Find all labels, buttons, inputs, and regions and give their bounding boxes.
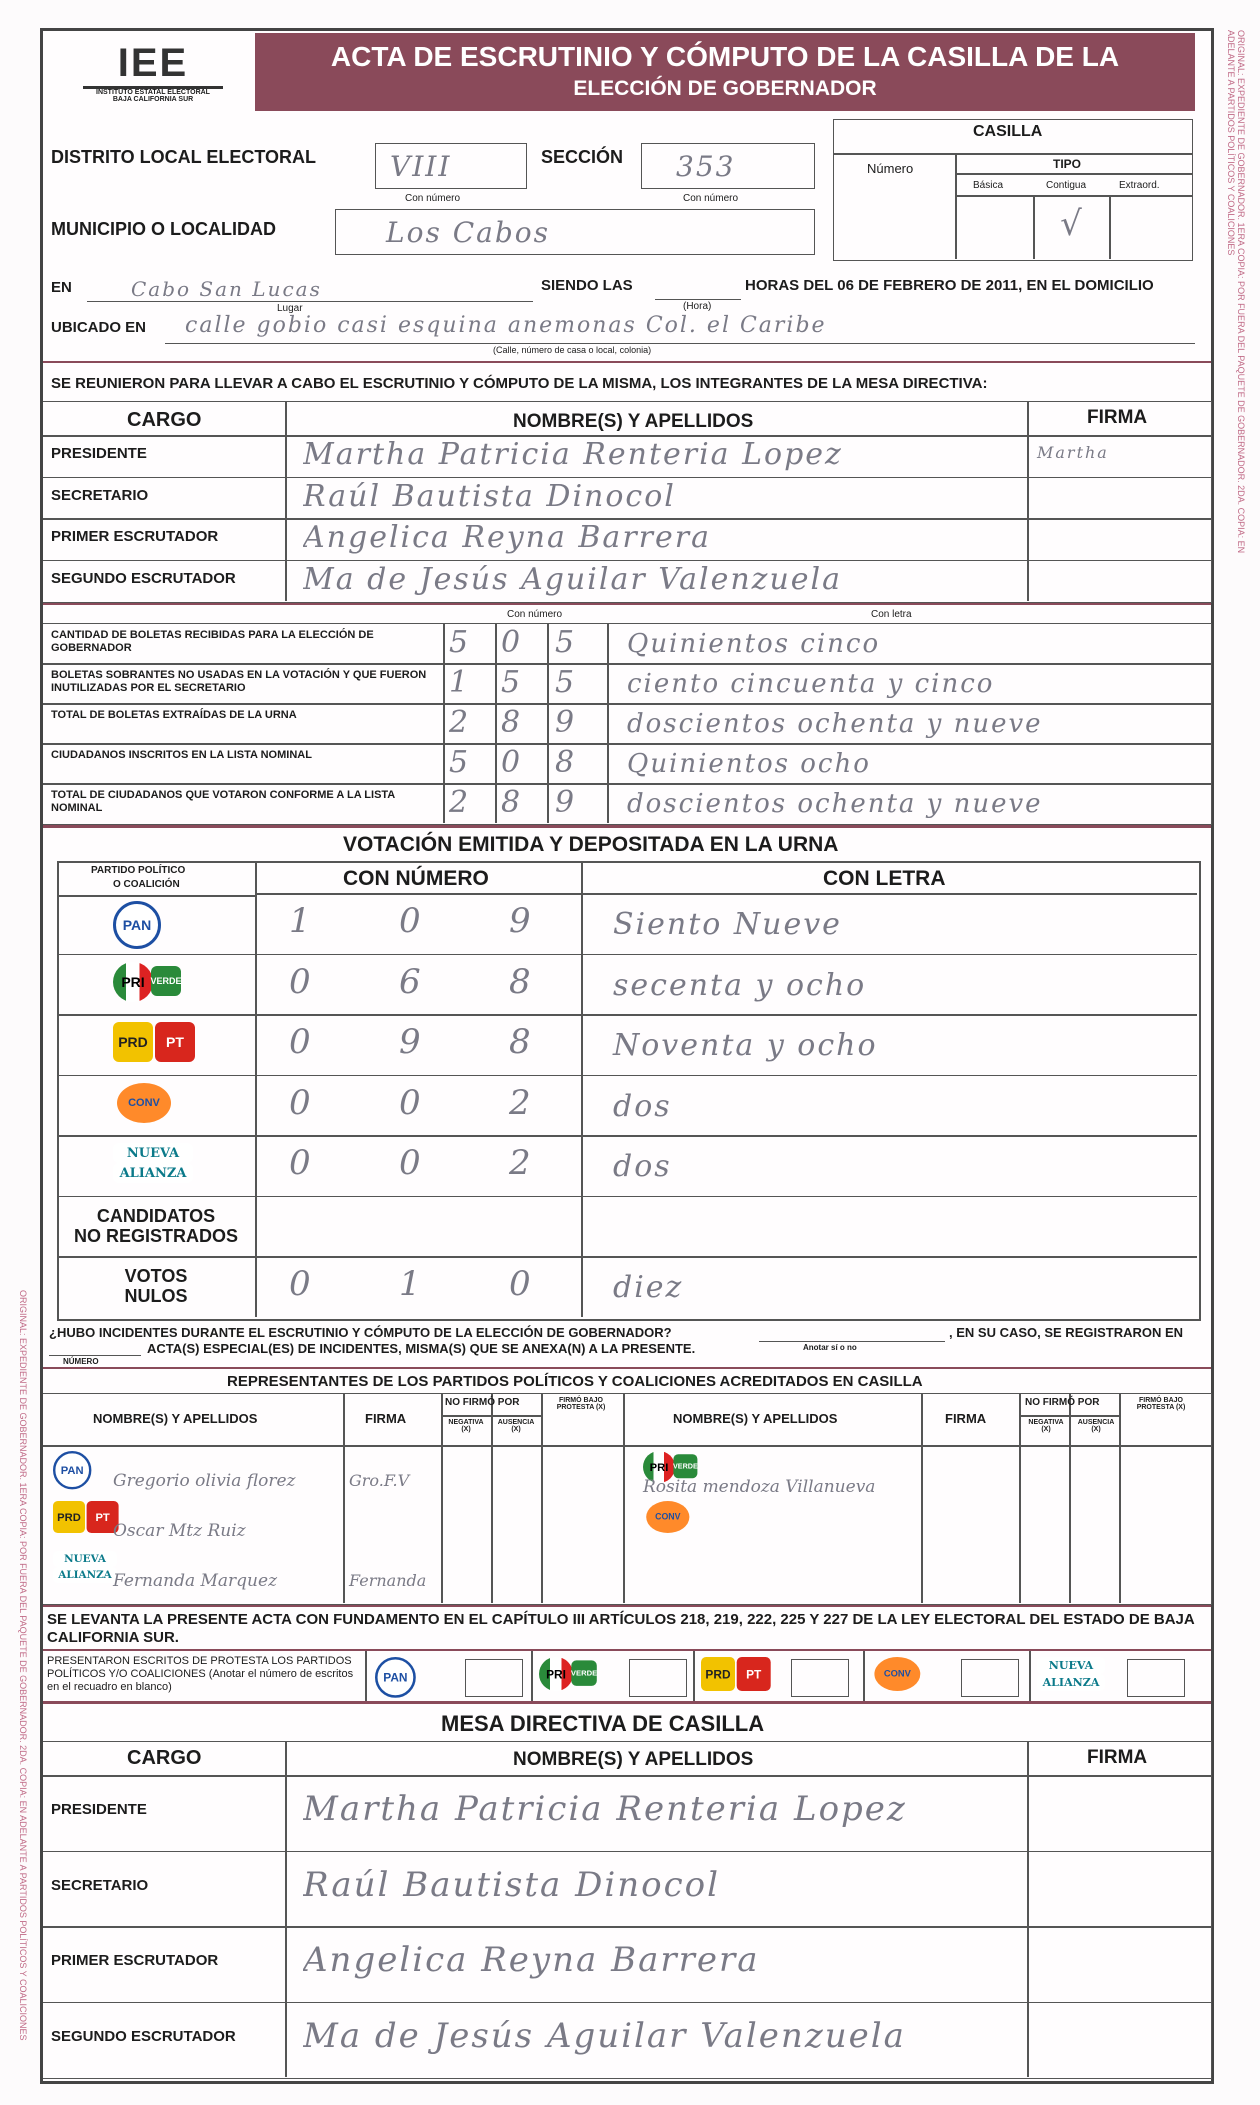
pan-mark: PAN <box>53 1451 91 1489</box>
voto-digit[interactable]: 2 <box>509 1143 533 1184</box>
boletas-label: TOTAL DE CIUDADANOS QUE VOTARON CONFORME A LA LISTA NOMINAL <box>51 789 395 814</box>
boletas-letra[interactable]: Quinientos ocho <box>627 749 871 779</box>
protesta-box-prd[interactable] <box>791 1659 849 1697</box>
boletas-digit[interactable]: 2 <box>449 785 471 820</box>
PAN-logo-icon <box>113 901 213 945</box>
pt-mark: PT <box>737 1657 771 1691</box>
voto-digit[interactable]: 0 <box>399 901 423 941</box>
reps-nombres-header: NOMBRE(S) Y APELLIDOS <box>93 1411 258 1426</box>
extraord-label: Extraord. <box>1119 180 1160 191</box>
voto-digit[interactable]: 9 <box>399 1022 423 1063</box>
boletas-digit[interactable]: 8 <box>501 785 523 820</box>
boletas-digit[interactable]: 9 <box>555 785 577 820</box>
iee-logo-sub2: BAJA CALIFORNIA SUR <box>112 96 194 103</box>
voto-letra[interactable]: Noventa y ocho <box>613 1028 878 1064</box>
reps-firma-header: FIRMA <box>365 1411 407 1426</box>
iee-logo-sub1: INSTITUTO ESTATAL ELECTORAL <box>96 89 210 96</box>
title-line1: ACTA DE ESCRUTINIO Y CÓMPUTO DE LA CASILLA DE LA <box>330 41 1120 72</box>
mesa-top-cargo: SEGUNDO ESCRUTADOR <box>51 569 236 587</box>
voto-digit[interactable]: 0 <box>289 1143 313 1184</box>
voto-letra[interactable]: secenta y ocho <box>613 967 867 1003</box>
boletas-digit[interactable]: 5 <box>449 745 471 780</box>
mesa-bottom-firma[interactable] <box>1037 1932 1205 1994</box>
siendo-label: SIENDO LAS <box>541 277 633 294</box>
mesa-bottom-firma-header: FIRMA <box>1087 1747 1148 1768</box>
rep-left-name[interactable]: Gregorio olivia florez <box>113 1471 296 1491</box>
boletas-digit[interactable]: 9 <box>555 705 577 740</box>
boletas-digit[interactable]: 8 <box>555 745 577 780</box>
protesta-box-pan[interactable] <box>465 1659 523 1697</box>
pt-mark: VERDE <box>151 966 181 996</box>
mesa-bottom-nombre[interactable]: Angelica Reyna Barrera <box>303 1940 760 1980</box>
incidentes-numero-hint: NÚMERO <box>63 1357 99 1366</box>
cv-mark: CONV <box>646 1501 689 1533</box>
boletas-digit[interactable]: 0 <box>501 625 523 660</box>
rep-left-firma[interactable]: Fernanda <box>349 1571 427 1590</box>
rep-left-firma[interactable]: Gro.F.V <box>349 1471 410 1490</box>
na-mark: ALIANZA <box>53 1567 117 1583</box>
boletas-digit[interactable]: 5 <box>555 625 577 660</box>
rep-right-name[interactable]: Rosita mendoza Villanueva <box>643 1477 876 1497</box>
pri-mark: PRI <box>113 962 153 1002</box>
cv-mark: CONV <box>874 1657 920 1691</box>
voto-digit[interactable]: 0 <box>399 1082 423 1123</box>
incidentes-anotar: Anotar sí o no <box>803 1343 857 1352</box>
boletas-digit[interactable]: 2 <box>449 705 471 740</box>
mesa-bottom-nombre[interactable]: Raúl Bautista Dinocol <box>303 1864 720 1905</box>
mesa-bottom-cargo: PRIMER ESCRUTADOR <box>51 1952 219 1969</box>
mesa-top-nombres-header: NOMBRE(S) Y APELLIDOS <box>513 411 754 432</box>
reps-firmo-header: FIRMÓ BAJO PROTESTA (X) <box>556 1397 606 1411</box>
prd-mark: PRD <box>53 1501 85 1533</box>
numero-label: Número <box>867 161 914 176</box>
tipo-label: TIPO <box>1053 157 1082 171</box>
iee-logo <box>83 41 223 111</box>
mesa-top-nombre[interactable]: Martha Patricia Renteria Lopez <box>303 437 843 472</box>
seccion-value: 353 <box>676 150 736 183</box>
boletas-digit[interactable]: 8 <box>501 705 523 740</box>
mesa-bottom-cargo: PRESIDENTE <box>51 1801 147 1818</box>
hora-field[interactable] <box>655 277 741 300</box>
voto-digit[interactable]: 0 <box>289 1264 313 1305</box>
na-mark: NUEVA <box>53 1551 117 1567</box>
na-mark: ALIANZA <box>113 1163 193 1183</box>
pri-mark: PRI <box>643 1451 675 1483</box>
CONV-logo-icon <box>113 1083 213 1127</box>
mesa-bottom-firma[interactable] <box>1037 1781 1205 1843</box>
voto-digit[interactable]: 0 <box>289 961 313 1002</box>
protesta-text: PRESENTARON ESCRITOS DE PROTESTA LOS PARTIDOS POLÍTICOS Y/O COALICIONES (Anotar el número de escritos en el recuadro en blanco) <box>47 1655 354 1693</box>
voto-digit[interactable]: 1 <box>399 1264 423 1305</box>
boletas-letra[interactable]: doscientos ochenta y nueve <box>627 709 1043 739</box>
reps-no-firmo-header: NO FIRMÓ POR <box>445 1397 520 1408</box>
boletas-digit[interactable]: 5 <box>449 625 471 660</box>
protesta-box-nueva[interactable] <box>1127 1659 1185 1697</box>
acta-sheet <box>40 28 1214 2084</box>
reps-negativa-header: NEGATIVA (X) <box>448 1419 484 1433</box>
voto-letra[interactable]: diez <box>613 1270 684 1306</box>
incidentes-en-su-caso: , EN SU CASO, SE REGISTRARON EN <box>949 1325 1184 1340</box>
boletas-digit[interactable]: 5 <box>555 665 577 700</box>
voto-digit[interactable]: 0 <box>289 1022 313 1063</box>
CONV-logo-icon <box>643 1501 715 1533</box>
reps-ausencia-header: AUSENCIA (X) <box>1077 1419 1115 1433</box>
mesa-top-cargo-header: CARGO <box>127 409 202 431</box>
extraord-box[interactable] <box>1109 195 1193 261</box>
PRI-logo-icon <box>113 962 213 1006</box>
mesa-bottom-cargo: SECRETARIO <box>51 1876 149 1894</box>
pt-mark: PT <box>87 1501 119 1533</box>
voto-digit[interactable]: 2 <box>509 1082 533 1123</box>
title-banner <box>255 33 1195 111</box>
mesa-bottom-nombres-header: NOMBRE(S) Y APELLIDOS <box>513 1749 754 1770</box>
municipio-field[interactable] <box>335 209 815 255</box>
partido-header: PARTIDO POLÍTICO <box>91 865 186 876</box>
seccion-hint: Con número <box>683 193 739 204</box>
pan-mark: PAN <box>375 1657 416 1698</box>
mesa-top-nombre[interactable]: Raúl Bautista Dinocol <box>303 478 676 514</box>
municipio-value: Los Cabos <box>386 216 550 249</box>
domicilio-value: calle gobio casi esquina anemonas Col. el Caribe <box>185 313 827 338</box>
distrito-value: VIII <box>390 150 452 183</box>
PRD-logo-icon <box>701 1657 778 1691</box>
boletas-letra[interactable]: doscientos ochenta y nueve <box>627 789 1043 819</box>
reps-firmo-header: FIRMÓ BAJO PROTESTA (X) <box>1136 1397 1186 1411</box>
basica-label: Básica <box>973 180 1004 191</box>
reps-ausencia-header: AUSENCIA (X) <box>497 1419 535 1433</box>
voto-letra[interactable]: Siento Nueve <box>613 907 842 942</box>
boletas-con-letra: Con letra <box>871 609 912 620</box>
fundamento-text: SE LEVANTA LA PRESENTE ACTA CON FUNDAMENTO EN EL CAPÍTULO III ARTÍCULOS 218, 219, 222, 225 Y 227 DE LA LEY ELECTORAL DEL ESTADO DE BAJA CALIFORNIA SUR. <box>47 1611 1195 1646</box>
incidentes-numero-field[interactable] <box>49 1339 141 1356</box>
boletas-label: CANTIDAD DE BOLETAS RECIBIDAS PARA LA ELECCIÓN DE GOBERNADOR <box>51 629 374 654</box>
rep-left-name[interactable]: Fernanda Marquez <box>113 1571 278 1591</box>
mesa-top-firma-header: FIRMA <box>1087 407 1148 428</box>
na-mark: NUEVA <box>1037 1657 1105 1674</box>
en-label: EN <box>51 279 72 296</box>
voto-digit[interactable]: 8 <box>509 1022 533 1063</box>
distrito-hint: Con número <box>405 193 461 204</box>
reps-title: REPRESENTANTES DE LOS PARTIDOS POLÍTICOS Y COALICIONES ACREDITADOS EN CASILLA <box>227 1373 923 1390</box>
NUEVA-logo-icon <box>1037 1657 1114 1691</box>
mesa-top-firma[interactable]: Martha <box>1037 443 1109 462</box>
NUEVA-logo-icon <box>113 1143 213 1187</box>
seccion-field[interactable] <box>641 143 815 189</box>
nulos-label2: NULOS <box>124 1286 188 1307</box>
mesa-bottom-firma[interactable] <box>1037 2008 1205 2070</box>
lugar-hint: Lugar <box>277 303 303 314</box>
protesta-box-pri[interactable] <box>629 1659 687 1697</box>
side-note-right: ORIGINAL: EXPEDIENTE DE GOBERNADOR. 1ERA COPIA: POR FUERA DEL PAQUETE DE GOBERNADOR. 2DA. COPIA: EN ADELANTE A PARTIDOS POLÍTICOS Y COALICIONES <box>1226 30 1246 554</box>
na-mark: NUEVA <box>113 1143 193 1163</box>
mesa-top-nombre[interactable]: Ma de Jesús Aguilar Valenzuela <box>303 561 843 597</box>
mesa-top-cargo: PRESIDENTE <box>51 445 147 462</box>
voto-digit[interactable]: 0 <box>289 1082 313 1123</box>
votacion-con-numero: CON NÚMERO <box>343 867 489 890</box>
lugar-field[interactable] <box>87 277 533 302</box>
voto-digit[interactable]: 0 <box>399 1143 423 1184</box>
distrito-field[interactable] <box>375 143 527 189</box>
ubicado-label: UBICADO EN <box>51 319 147 336</box>
mesa-bottom-cargo: SEGUNDO ESCRUTADOR <box>51 2027 236 2045</box>
boletas-con-numero: Con número <box>507 609 563 620</box>
mesa-bottom-nombre[interactable]: Martha Patricia Renteria Lopez <box>303 1789 907 1829</box>
votacion-title: VOTACIÓN EMITIDA Y DEPOSITADA EN LA URNA <box>343 833 839 856</box>
pt-mark: VERDE <box>571 1660 597 1686</box>
voto-digit[interactable]: 9 <box>509 901 533 941</box>
horas-text: HORAS DEL 06 DE FEBRERO DE 2011, EN EL DOMICILIO <box>745 277 1154 294</box>
municipio-label: MUNICIPIO O LOCALIDAD <box>51 219 276 239</box>
voto-digit[interactable]: 8 <box>509 961 533 1002</box>
distrito-label: DISTRITO LOCAL ELECTORAL <box>51 147 317 167</box>
boletas-digit[interactable]: 5 <box>501 665 523 700</box>
cv-mark: CONV <box>117 1083 171 1123</box>
voto-digit[interactable]: 0 <box>509 1264 533 1305</box>
boletas-label: BOLETAS SOBRANTES NO USADAS EN LA VOTACIÓN Y QUE FUERON INUTILIZADAS POR EL SECRETARIO <box>51 669 427 694</box>
reunieron-text: SE REUNIERON PARA LLEVAR A CABO EL ESCRUTINIO Y CÓMPUTO DE LA MISMA, LOS INTEGRANTES DE LA MESA DIRECTIVA: <box>51 375 988 392</box>
domicilio-field[interactable] <box>165 313 1195 344</box>
mesa-bottom-cargo-header: CARGO <box>127 1747 202 1769</box>
mesa-top-nombre[interactable]: Angelica Reyna Barrera <box>303 520 711 555</box>
cnr-label2: NO REGISTRADOS <box>73 1225 238 1246</box>
reps-firma-header: FIRMA <box>945 1411 987 1426</box>
domicilio-hint: (Calle, número de casa o local, colonia) <box>493 345 652 355</box>
hora-hint: (Hora) <box>683 301 712 312</box>
pri-mark: PRI <box>539 1657 573 1691</box>
mesa-bottom-firma[interactable] <box>1037 1857 1205 1919</box>
CONV-logo-icon <box>871 1657 948 1691</box>
side-note-left: ORIGINAL: EXPEDIENTE DE GOBERNADOR. 1ERA COPIA: POR FUERA DEL PAQUETE DE GOBERNADOR. 2DA. COPIA: EN ADELANTE A PARTIDOS POLÍTICOS Y COALICIONES <box>18 1290 28 2041</box>
PAN-logo-icon <box>375 1657 452 1691</box>
lugar-value: Cabo San Lucas <box>131 277 322 301</box>
contigua-label: Contigua <box>1046 180 1087 191</box>
voto-letra[interactable]: dos <box>613 1088 672 1124</box>
boletas-digit[interactable]: 0 <box>501 745 523 780</box>
seccion-label: SECCIÓN <box>541 147 624 167</box>
mesa-top-cargo: PRIMER ESCRUTADOR <box>51 528 219 545</box>
na-mark: ALIANZA <box>1037 1674 1105 1691</box>
incidentes-field[interactable] <box>759 1325 945 1342</box>
boletas-label: CIUDADANOS INSCRITOS EN LA LISTA NOMINAL <box>51 749 312 761</box>
mesa-bottom-title: MESA DIRECTIVA DE CASILLA <box>441 1711 765 1736</box>
rep-left-name[interactable]: Oscar Mtz Ruiz <box>113 1521 246 1541</box>
voto-digit[interactable]: 1 <box>289 901 313 941</box>
voto-letra[interactable]: dos <box>613 1149 672 1185</box>
pt-mark: VERDE <box>673 1454 697 1478</box>
boletas-letra[interactable]: ciento cincuenta y cinco <box>627 669 995 699</box>
PRI-logo-icon <box>539 1657 616 1691</box>
iee-logo-text: IEE <box>83 41 223 89</box>
reps-nombres-header: NOMBRE(S) Y APELLIDOS <box>673 1411 838 1426</box>
casilla-label: CASILLA <box>973 123 1043 140</box>
title-line2: ELECCIÓN DE GOBERNADOR <box>573 77 877 100</box>
reps-negativa-header: NEGATIVA (X) <box>1028 1419 1064 1433</box>
prd-mark: PRD <box>113 1022 153 1062</box>
contigua-mark: √ <box>1060 204 1084 244</box>
basica-box[interactable] <box>955 195 1035 261</box>
prd-mark: PRD <box>701 1657 735 1691</box>
coalicion-header: O COALICIÓN <box>113 879 180 890</box>
boletas-label: TOTAL DE BOLETAS EXTRAÍDAS DE LA URNA <box>51 709 297 721</box>
boletas-letra[interactable]: Quinientos cinco <box>627 629 881 659</box>
PRD-logo-icon <box>113 1022 213 1066</box>
cnr-label1: CANDIDATOS <box>96 1205 216 1226</box>
protesta-box-conv[interactable] <box>961 1659 1019 1697</box>
contigua-box[interactable] <box>1033 195 1111 261</box>
mesa-bottom-nombre[interactable]: Ma de Jesús Aguilar Valenzuela <box>303 2015 906 2056</box>
voto-digit[interactable]: 6 <box>399 961 423 1002</box>
pt-mark: PT <box>155 1022 195 1062</box>
incidentes-question: ¿HUBO INCIDENTES DURANTE EL ESCRUTINIO Y CÓMPUTO DE LA ELECCIÓN DE GOBERNADOR? <box>49 1325 672 1340</box>
reps-no-firmo-header: NO FIRMÓ POR <box>1025 1397 1100 1408</box>
mesa-top-cargo: SECRETARIO <box>51 486 149 504</box>
pan-mark: PAN <box>113 901 161 949</box>
boletas-digit[interactable]: 1 <box>449 665 471 700</box>
votacion-con-letra: CON LETRA <box>823 867 946 890</box>
nulos-label1: VOTOS <box>124 1266 188 1287</box>
incidentes-acta: ACTA(S) ESPECIAL(ES) DE INCIDENTES, MISMA(S) QUE SE ANEXA(N) A LA PRESENTE. <box>147 1341 696 1356</box>
